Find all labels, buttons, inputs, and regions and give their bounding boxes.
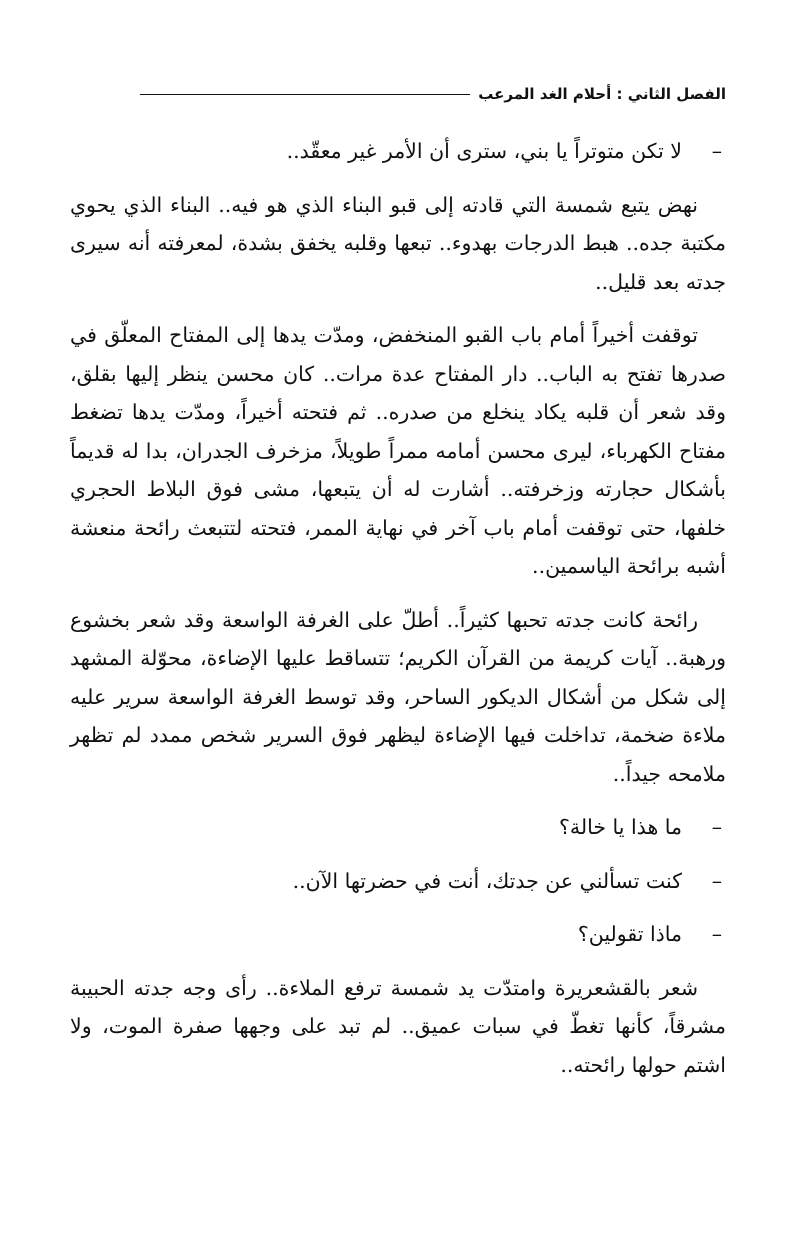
dialogue-text: ماذا تقولين؟ xyxy=(577,922,682,946)
running-header xyxy=(70,82,726,106)
dialogue-line xyxy=(70,915,726,954)
paragraph: توقفت أخيراً أمام باب القبو المنخفض، ومدّت يدها إلى المفتاح المعلّق في صدرها تفتح به الباب.. دار المفتاح عدة مرات.. كان محسن ينظر إليها بقلق، وقد شعر أن قلبه يكاد ينخلع من صدره.. ثم فتحته أخيراً، ومدّت يدها تضغط مفتاح الكهرباء، ليرى محسن أمامه ممراً طويلاً، مزخرف الجدران، بدا له قديماً بأشكال حجارته وزخرفته.. أشارت له أن يتبعها، مشى فوق البلاط الحجري خلفها، حتى توقفت أمام باب آخر في نهاية الممر، فتحته لتتبعث رائحة منعشة أشبه برائحة الياسمين.. xyxy=(70,323,726,578)
dialogue-dash: – xyxy=(711,868,722,893)
paragraph: شعر بالقشعريرة وامتدّت يد شمسة ترفع الملاءة.. رأى وجه جدته الحبيبة مشرقاً، كأنها تغطّ في سبات عميق.. لم تبد على وجهها صفرة الموت، ولا اشتم حولها رائحته.. xyxy=(70,975,726,1077)
dialogue-line xyxy=(70,808,726,847)
dialogue-text: كنت تسألني عن جدتك، أنت في حضرتها الآن.. xyxy=(292,868,682,893)
dialogue-text: لا تكن متوتراً يا بني، سترى أن الأمر غير معقّد.. xyxy=(286,139,682,163)
page-body xyxy=(70,132,726,1099)
chapter-title: الفصل الثاني : أحلام الغد المرعب xyxy=(478,85,726,103)
paragraph: نهض يتبع شمسة التي قادته إلى قبو البناء الذي هو فيه.. البناء الذي يحوي مكتبة جده.. هبط الدرجات بهدوء.. تبعها وقلبه يخفق بشدة، لمعرفته أنه سيرى جدته بعد قليل.. xyxy=(70,192,726,294)
dialogue-dash: – xyxy=(711,922,722,946)
dialogue-text: ما هذا يا خالة؟ xyxy=(558,815,682,839)
dialogue-dash: – xyxy=(711,139,722,163)
paragraph: رائحة كانت جدته تحبها كثيراً.. أطلّ على الغرفة الواسعة وقد شعر بخشوع ورهبة.. آيات كريمة من القرآن الكريم؛ تتساقط عليها الإضاءة، محوّلة المشهد إلى شكل من أشكال الديكور الساحر، وقد توسط الغرفة الواسعة سرير عليه ملاءة ضخمة، تداخلت فيها الإضاءة ليظهر فوق السرير شخص ممدد لم تظهر ملامحه جيداً.. xyxy=(70,607,726,786)
dialogue-dash: – xyxy=(711,815,722,839)
dialogue-line xyxy=(70,862,726,901)
dialogue-line xyxy=(70,132,726,171)
header-rule xyxy=(140,94,470,95)
